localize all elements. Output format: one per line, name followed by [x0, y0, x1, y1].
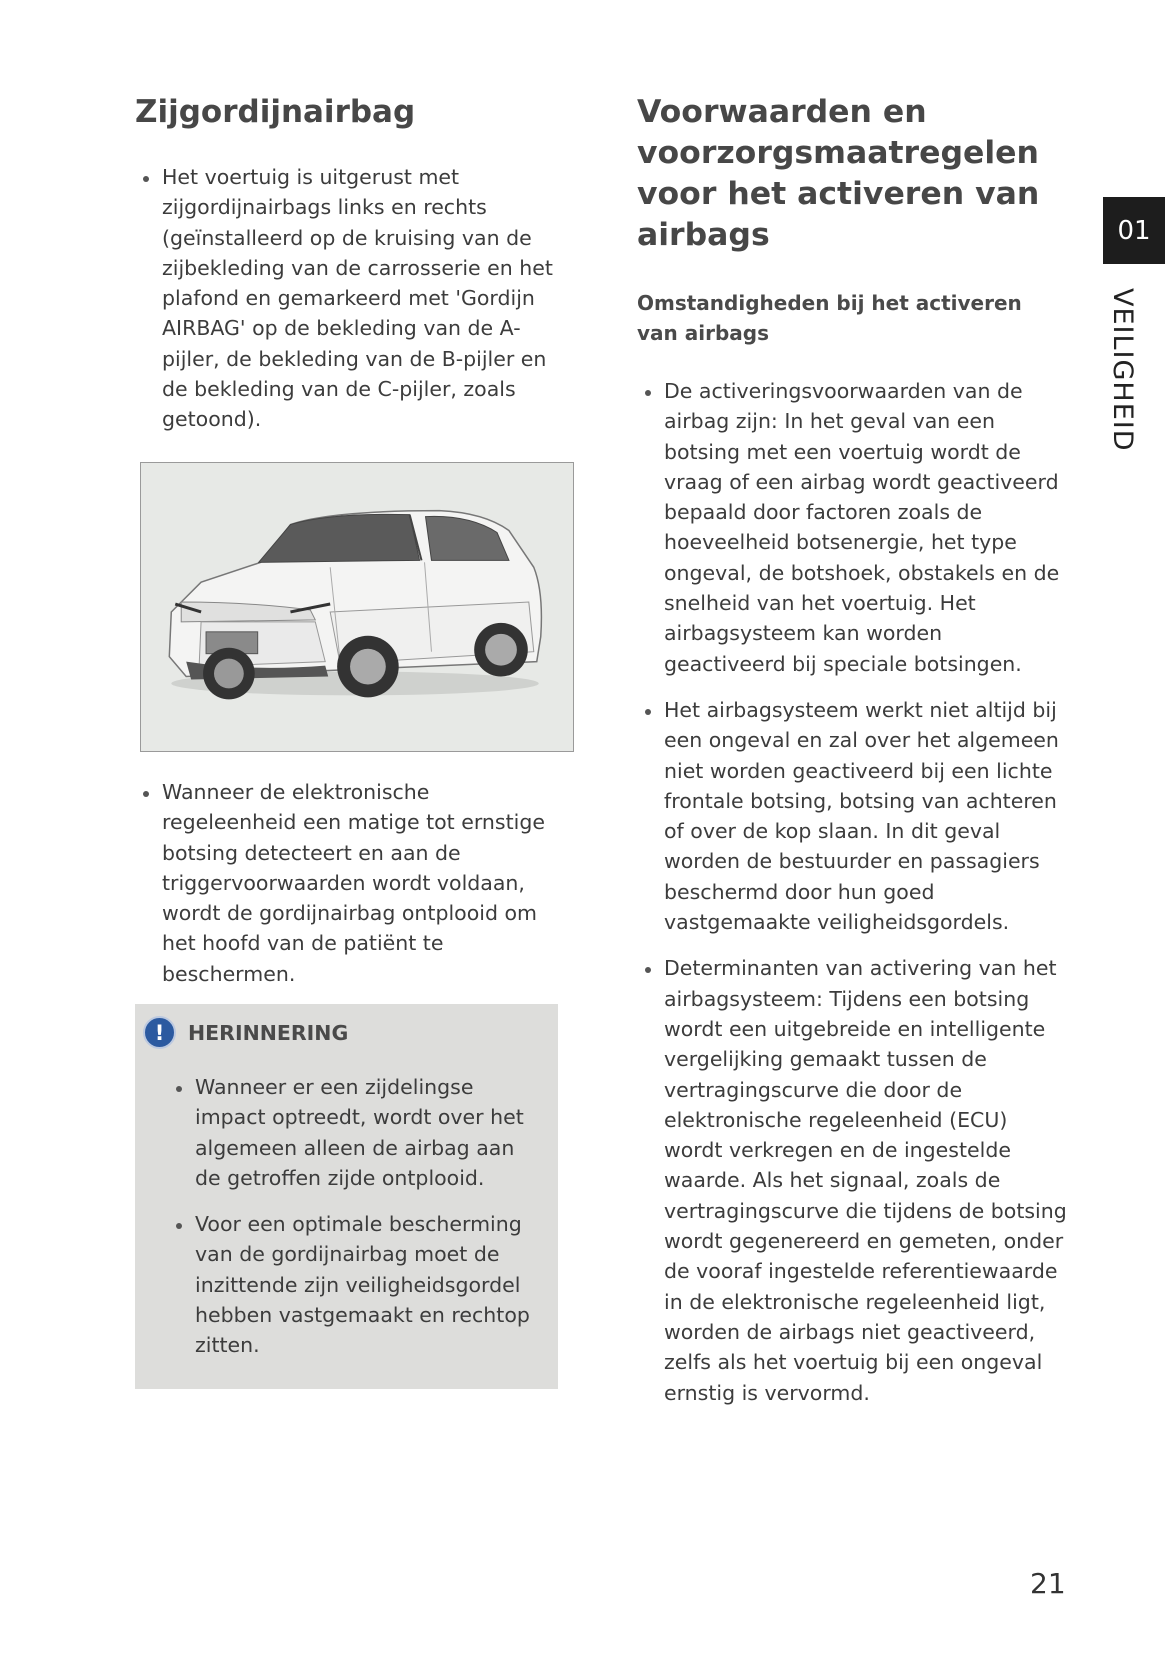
section-title-airbag-conditions: Voorwaarden en voorzorgsmaatregelen voor het activeren van airbags — [637, 94, 1040, 253]
reminder-box — [135, 1004, 558, 1389]
reminder-list — [168, 1072, 543, 1361]
list-item: Voor een optimale bescherming van de gordijnairbag moet de inzittende zijn veiligheidsgordel hebben vastgemaakt en rechtop zitten. — [168, 1209, 543, 1360]
list-item: De activeringsvoorwaarden van de airbag zijn: In het geval van een botsing met een voertuig wordt de vraag of een airbag wordt geactiveerd bepaald door factoren zoals de hoeveelheid botsenergie, het type ongeval, de botshoek, obstakels en de snelheid van het voertuig. Het airbagsysteem kan worden geactiveerd bij speciale botsingen. — [637, 376, 1067, 679]
list-item: Determinanten van activering van het airbagsysteem: Tijdens een botsing wordt een uitgebreide en intelligente vergelijking gemaakt tussen de vertragingscurve die door de elektronische regeleenheid (ECU) wordt verkregen en de ingestelde waarde. Als het signaal, zoals de vertragingscurve die tijdens de botsing wordt gegenereerd en gemeten, onder de vooraf ingestelde referentiewaarde in de elektronische regeleenheid ligt, worden de airbags niet geactiveerd, zelfs als het voertuig bij een ongeval ernstig is vervormd. — [637, 953, 1067, 1407]
car-illustration — [140, 462, 574, 752]
bullet-list — [135, 777, 567, 989]
list-item: Wanneer er een zijdelingse impact optreedt, wordt over het algemeen alleen de airbag aan de getroffen zijde ontplooid. — [168, 1072, 543, 1193]
info-icon: ! — [143, 1016, 176, 1049]
list-item: Het voertuig is uitgerust met zijgordijnairbags links en rechts (geïnstalleerd op de kruising van de zijbekleding van de carrosserie en het plafond en gemarkeerd met 'Gordijn AIRBAG' op de bekleding van de A-pijler, de bekleding van de B-pijler en de bekleding van de C-pijler, zoals getoond). — [135, 162, 567, 435]
bullet-list — [637, 376, 1067, 1408]
bullet-list — [135, 162, 567, 435]
chapter-label: VEILIGHEID — [1107, 288, 1138, 452]
page-number: 21 — [1030, 1567, 1066, 1600]
left-column — [135, 92, 567, 435]
subsection-title: Omstandigheden bij het activeren van airbags — [637, 291, 1022, 345]
list-item: Het airbagsysteem werkt niet altijd bij een ongeval en zal over het algemeen niet worden geactiveerd bij een lichte frontale botsing, botsing van achteren of over de kop slaan. In dit geval worden de bestuurder en passagiers beschermd door hun goed vastgemaakte veiligheidsgordels. — [637, 695, 1067, 937]
reminder-title: HERINNERING — [188, 1020, 349, 1045]
left-column-lower — [135, 777, 567, 989]
section-title-curtain-airbag: Zijgordijnairbag — [135, 94, 416, 130]
chapter-tab[interactable]: 01 — [1103, 197, 1165, 264]
list-item: Wanneer de elektronische regeleenheid een matige tot ernstige botsing detecteert en aan de triggervoorwaarden wordt voldaan, wordt de gordijnairbag ontplooid om het hoofd van de patiënt te beschermen. — [135, 777, 567, 989]
right-column — [637, 92, 1067, 1408]
reminder-header — [143, 1016, 348, 1049]
